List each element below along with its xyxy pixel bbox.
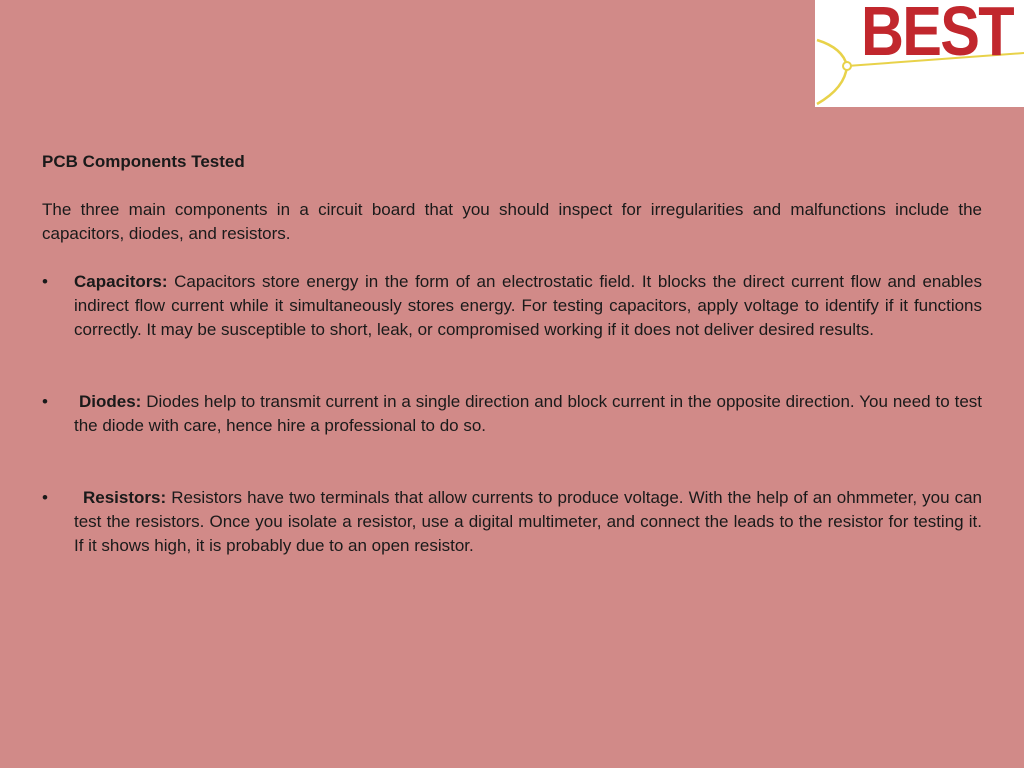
slide-content (42, 150, 982, 558)
bullet-term-capacitors: Capacitors: (74, 272, 168, 291)
bullet-term-diodes: Diodes: (79, 392, 142, 411)
logo-wordmark: BEST (861, 0, 1013, 70)
bullet-diodes (42, 390, 982, 438)
bullet-term-resistors: Resistors: (83, 488, 167, 507)
page-title: PCB Components Tested (42, 152, 245, 171)
intro-paragraph: The three main components in a circuit board that you should inspect for irregularities and malfunctions include the capacitors, diodes, and resistors. (42, 200, 982, 243)
bullet-capacitors (42, 270, 982, 342)
bullet-text-capacitors: Capacitors store energy in the form of an electrostatic field. It blocks the direct current flow and enables indirect flow current while it simultaneously stores energy. For testing capacitors, apply voltage to identify if it functions correctly. It may be susceptible to short, leak, or compromised working if it does not deliver desired results. (74, 272, 982, 339)
bullet-marker: • (42, 272, 48, 291)
bullet-marker: • (42, 488, 48, 507)
bullet-text-diodes: Diodes help to transmit current in a single direction and block current in the opposite direction. You need to test the diode with care, hence hire a professional to do so. (74, 392, 982, 435)
bullet-text-resistors: Resistors have two terminals that allow currents to produce voltage. With the help of an ohmmeter, you can test the resistors. Once you isolate a resistor, use a digital multimeter, and connect the leads to the resistor for testing it. If it shows high, it is probably due to an open resistor. (74, 488, 982, 555)
best-logo (815, 0, 1024, 107)
bullet-marker: • (42, 392, 48, 411)
bullet-resistors (42, 486, 982, 558)
